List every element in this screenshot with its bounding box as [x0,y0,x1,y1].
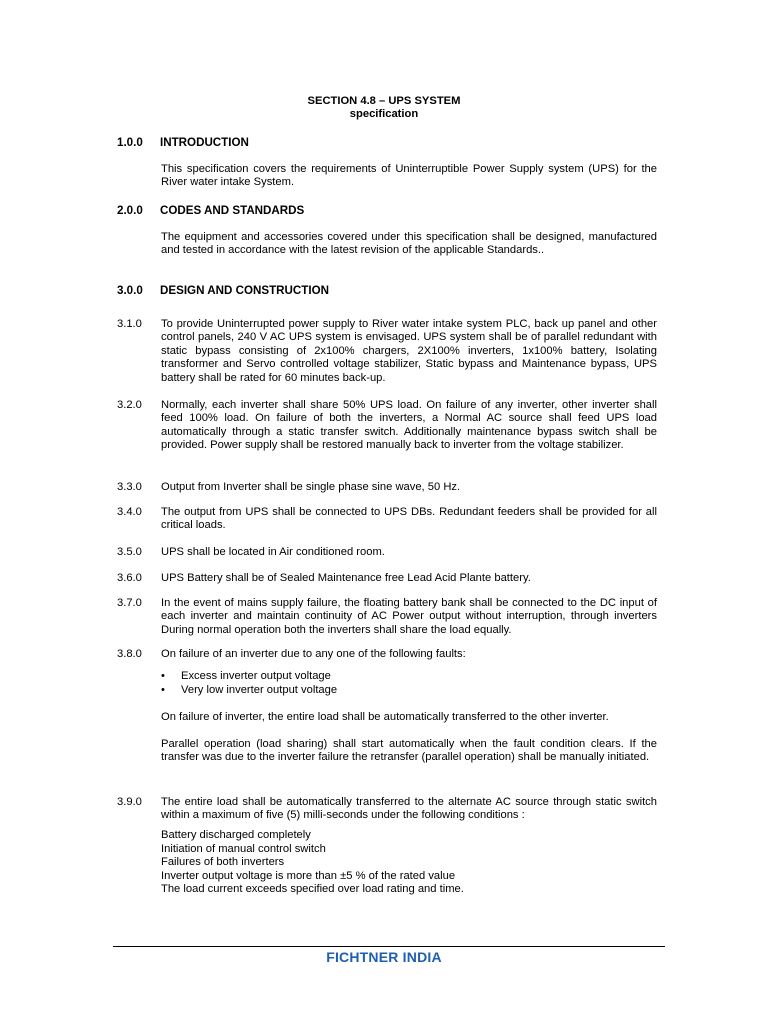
heading-introduction [117,136,249,149]
heading-title: INTRODUCTION [160,136,249,149]
codes-standards-text: The equipment and accessories covered under this specification shall be designed, manufactured and tested in accordance with the latest revision of the applicable Standards.. [161,231,657,257]
clause-number: 3.4.0 [117,506,142,518]
clause-text: In the event of mains supply failure, the floating battery bank shall be connected to the DC input of each inverter and maintain continuity of AC Power output without interruption, through inverters During normal operation both the inverters shall share the load equally. [161,597,657,636]
clause-3-7-0 [117,597,657,637]
clause-3-8-0 [117,648,657,661]
clause-text: To provide Uninterrupted power supply to River water intake system PLC, back up panel and other control panels, 240 V AC UPS system is envisaged. UPS system shall be of parallel redundant with static bypass consisting of 2x100% chargers, 2X100% inverters, 1x100% battery, Isolating transformer and Servo controlled voltage stabilizer, Static bypass and Maintenance bypass, UPS battery shall be rated for 60 minutes back-up. [161,318,657,384]
clause-3-6-0 [117,572,657,585]
clause-number: 3.5.0 [117,546,142,558]
heading-title: CODES AND STANDARDS [160,204,305,217]
heading-number: 3.0.0 [117,284,143,297]
clause-text: On failure of an inverter due to any one of the following faults: [161,648,466,660]
clause-text: The output from UPS shall be connected to UPS DBs. Redundant feeders shall be provided for all critical loads. [161,506,657,532]
parallel-operation-text: Parallel operation (load sharing) shall start automatically when the fault condition clears. If the transfer was due to the inverter failure the retransfer (parallel operation) shall be manually initiated. [161,738,657,764]
transfer-conditions-list [161,829,657,897]
list-item [161,669,657,683]
clause-number: 3.1.0 [117,318,142,330]
clause-text: UPS Battery shall be of Sealed Maintenance free Lead Acid Plante battery. [161,572,531,584]
clause-3-2-0 [117,399,657,453]
clause-text: Output from Inverter shall be single phase sine wave, 50 Hz. [161,481,461,493]
heading-number: 1.0.0 [117,136,143,149]
clause-number: 3.7.0 [117,597,142,609]
section-title: SECTION 4.8 – UPS SYSTEM [307,95,461,107]
list-item: Inverter output voltage is more than ±5 % of the rated value [161,869,456,882]
heading-title: DESIGN AND CONSTRUCTION [160,284,329,297]
section-subtitle: specification [349,108,419,120]
clause-text: Normally, each inverter shall share 50% UPS load. On failure of any inverter, other inverter shall feed 100% load. On failure of both the inverters, a Normal AC source shall feed UPS load automatically through a static transfer switch. Additionally maintenance bypass switch shall be provided. Power supply shall be restored manually back to inverter from the voltage stabilizer. [161,399,657,452]
clause-number: 3.6.0 [117,572,142,584]
inverter-failure-text: On failure of inverter, the entire load shall be automatically transferred to the other inverter. [161,711,609,723]
clause-text: UPS shall be located in Air conditioned room. [161,546,385,558]
list-item: Failures of both inverters [161,856,285,869]
footer-divider [113,946,665,947]
fault-bullet-list [161,669,657,697]
document-title-block [0,95,768,121]
clause-number: 3.2.0 [117,399,142,411]
clause-3-3-0 [117,481,657,494]
list-item: Battery discharged completely [161,829,311,841]
footer-brand-logo: FICHTNER INDIA [326,949,442,965]
clause-text: The entire load shall be automatically transferred to the alternate AC source through static switch within a maximum of five (5) milli-seconds under the following conditions : [161,796,657,822]
list-item-text: Very low inverter output voltage [181,684,338,696]
list-item: Initiation of manual control switch [161,842,326,855]
list-item: The load current exceeds specified over load rating and time. [161,883,464,896]
heading-design-construction [117,284,329,297]
clause-3-9-0 [117,796,657,823]
clause-number: 3.9.0 [117,796,142,808]
list-item-text: Excess inverter output voltage [181,670,331,682]
clause-3-1-0 [117,318,657,385]
clause-number: 3.8.0 [117,648,142,660]
clause-number: 3.3.0 [117,481,142,493]
heading-number: 2.0.0 [117,204,143,217]
introduction-text: This specification covers the requirements of Uninterruptible Power Supply system (UPS) for the River water intake System. [161,163,657,189]
heading-codes-standards [117,204,304,217]
list-item [161,683,657,697]
clause-3-4-0 [117,506,657,533]
clause-3-5-0 [117,546,657,559]
bullet-icon: • [161,670,165,682]
bullet-icon: • [161,684,165,696]
